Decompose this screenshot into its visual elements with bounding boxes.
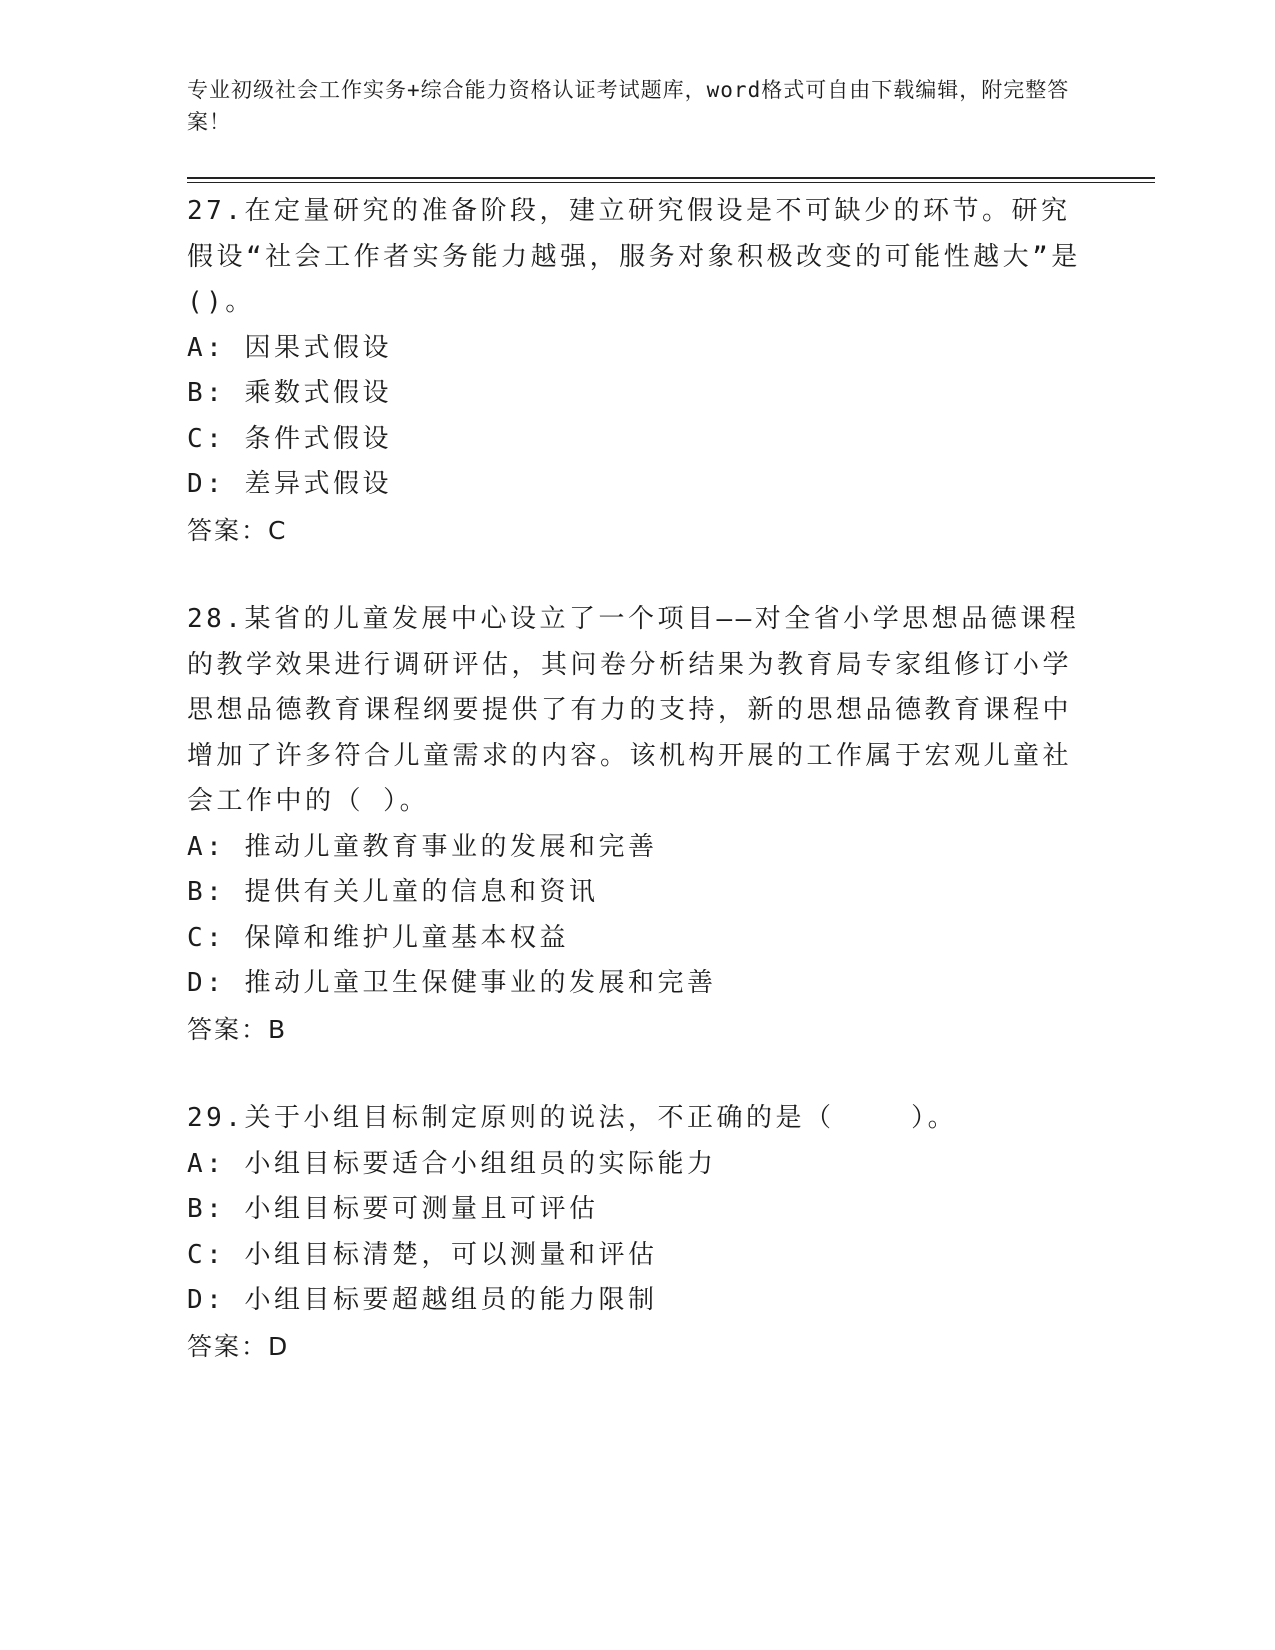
option-d: D: 小组目标要超越组员的能力限制 — [187, 1285, 658, 1315]
option-c: C: 保障和维护儿童基本权益 — [187, 922, 569, 953]
option-c: C: 条件式假设 — [187, 423, 392, 454]
question-stem: 29.关于小组目标制定原则的说法，不正确的是（ ）。 — [187, 1103, 958, 1133]
question-stem: 28.某省的儿童发展中心设立了一个项目——对全省小学思想品德课程的教学效果进行调研评估，其问卷分析结果为教育局专家组修订小学思想品德教育课程纲要提供了有力的支持，新的思想品德教育课程中增加了许多符合儿童需求的内容。该机构开展的工作属于宏观儿童社会工作中的（ ）。 — [187, 604, 1080, 816]
document-header: 专业初级社会工作实务+综合能力资格认证考试题库，word格式可自由下载编辑，附完整答案！ — [187, 78, 1070, 134]
header-rule-thick — [187, 177, 1155, 179]
option-b: B: 提供有关儿童的信息和资讯 — [187, 877, 599, 907]
question-28 — [187, 597, 1087, 1052]
option-d: D: 推动儿童卫生保健事业的发展和完善 — [187, 968, 717, 998]
option-b: B: 小组目标要可测量且可评估 — [187, 1194, 599, 1224]
option-a: A: 因果式假设 — [187, 332, 392, 363]
question-27 — [187, 189, 1087, 553]
option-a: A: 小组目标要适合小组组员的实际能力 — [187, 1148, 717, 1179]
header-rule-thin — [187, 182, 1155, 183]
answer: 答案：D — [187, 1331, 290, 1361]
answer: 答案：C — [187, 515, 288, 545]
option-c: C: 小组目标清楚，可以测量和评估 — [187, 1239, 658, 1270]
option-b: B: 乘数式假设 — [187, 378, 392, 408]
answer: 答案：B — [187, 1014, 288, 1044]
question-29 — [187, 1096, 1087, 1369]
question-stem: 27.在定量研究的准备阶段，建立研究假设是不可缺少的环节。研究假设“社会工作者实务能力越强，服务对象积极改变的可能性越大”是()。 — [187, 196, 1081, 317]
option-d: D: 差异式假设 — [187, 469, 392, 499]
option-a: A: 推动儿童教育事业的发展和完善 — [187, 831, 658, 862]
